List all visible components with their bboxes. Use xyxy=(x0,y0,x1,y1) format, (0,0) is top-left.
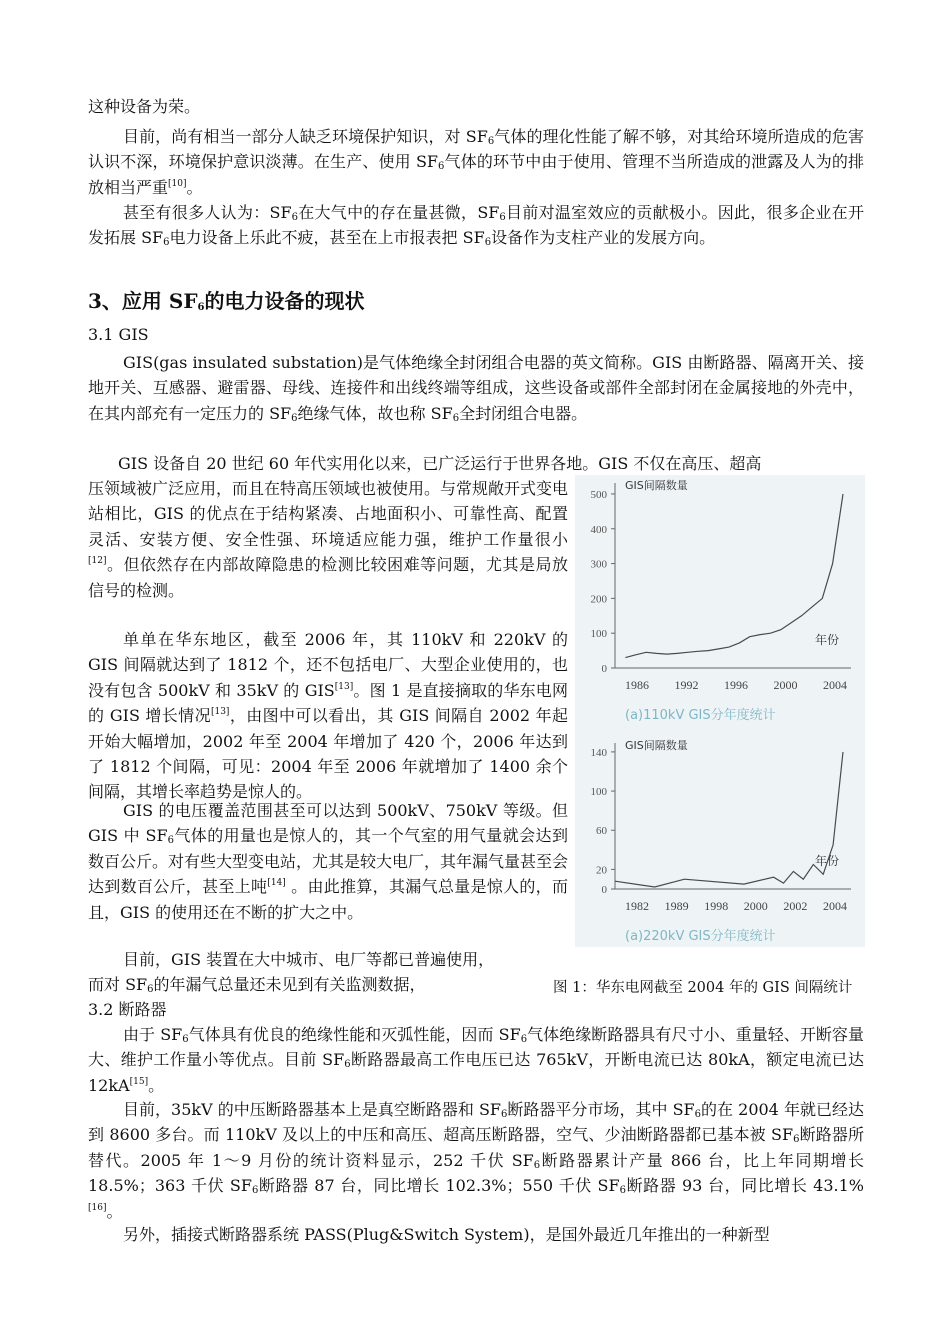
x-tick-label: 2004 xyxy=(823,899,847,913)
series-line xyxy=(615,752,843,887)
y-tick-label: 300 xyxy=(590,558,607,571)
paragraph-intro-end: 这种设备为荣。 xyxy=(88,97,201,116)
y-tick-label: 500 xyxy=(590,488,607,501)
figure-caption: 图 1：华东电网截至 2004 年的 GIS 间隔统计 xyxy=(553,980,853,996)
x-tick-label: 1992 xyxy=(674,678,699,692)
paragraph-awareness: 目前，尚有相当一部分人缺乏环境保护知识，对 $SF_6$气体的理化性能了解不够，对其给环境所造成的危害认识不深，环境保护意识淡薄。在生产、使用 $SF_6$气体的环节中由于使用、管理不当所造成的泄露及人为的排放相当严重[10]。 xyxy=(88,127,864,197)
x-tick-label: 2000 xyxy=(743,899,768,913)
paragraph-gis-definition: GIS(gas insulated substation)是气体绝缘全封闭组合电器的英文简称。GIS 由断路器、隔离开关、接地开关、互感器、避雷器、母线、连接件和出线终端等组成，这些设备或部件全部封闭在金属接地的外壳中，在其内部充有一定压力的 $SF_6$绝缘气体，故也称 $SF_6$全封闭组合电器。 xyxy=(88,353,864,424)
chart-110kv xyxy=(575,475,865,725)
x-axis-title: 年份 xyxy=(814,633,840,647)
x-tick-label: 1998 xyxy=(704,899,729,913)
section-3-2-heading: 3.2 断路器 xyxy=(88,1000,167,1019)
x-tick-label: 1989 xyxy=(664,899,689,913)
chart-subtitle: (a)220kV GIS分年度统计 xyxy=(625,929,776,944)
paragraph-opinion: 甚至有很多人认为：$SF_6$在大气中的存在量甚微，$SF_6$目前对温室效应的贡献极小。因此，很多企业在开发拓展 $SF_6$电力设备上乐此不疲，甚至在上市报表把 $SF_6$设备作为支柱产业的发展方向。 xyxy=(88,203,864,249)
paragraph-monitor-line2: 而对 $SF_6$的年漏气总量还未见到有关监测数据， xyxy=(88,975,426,995)
series-line xyxy=(625,494,843,658)
chart-220kv xyxy=(575,733,865,947)
y-tick-label: 0 xyxy=(601,663,607,675)
y-axis-title: GIS间隔数量 xyxy=(625,479,688,492)
x-tick-label: 2002 xyxy=(783,899,808,913)
y-tick-label: 100 xyxy=(590,786,607,799)
y-axis-title: GIS间隔数量 xyxy=(625,739,688,752)
y-tick-label: 20 xyxy=(596,864,607,877)
paragraph-east-china: 单单在华东地区，截至 2006 年，其 110kV 和 220kV 的 GIS 间隔就达到了 1812 个，还不包括电厂、大型企业使用的，也没有包含 500kV 和 35kV 的 GIS[13]。图 1 是直接摘取的华东电网的 GIS 增长情况[13]，由图中可以看出，其 GIS 间隔自 2002 年起开始大幅增加，2002 年至 2004 年增加了 420 个，2006 年达到了 1812 个间隔，可见：2004 年至 2006 年就增加了 1400 余个间隔，其增长率趋势是惊人的。 xyxy=(88,630,568,802)
section-3-heading: 3、应用 $SF_6$的电力设备的现状 xyxy=(88,289,365,313)
paragraph-gis-use: 压领域被广泛应用，而且在特高压领域也被使用。与常规敞开式变电站相比，GIS 的优点在于结构紧凑、占地面积小、可靠性高、配置灵活、安装方便、安全性强、环境适应能力强，维护工作量很小 [12]。但依然存在内部故障隐患的检测比较困难等问题，尤其是局放信号的检测。 xyxy=(88,479,569,600)
x-tick-label: 1982 xyxy=(625,899,649,913)
y-tick-label: 0 xyxy=(601,884,607,896)
citation-ref: [12] xyxy=(88,556,107,567)
section-3-1-heading: 3.1 GIS xyxy=(88,325,149,344)
y-tick-label: 100 xyxy=(590,628,607,641)
paragraph-monitor-line1: 目前，GIS 装置在大中城市、电厂等都已普遍使用， xyxy=(123,950,495,969)
paragraph-market: 目前，35kV 的中压断路器基本上是真空断路器和 $SF_6$断路器平分市场，其中 $SF_6$的在 2004 年就已经达到 8600 多台。而 110kV 及以上的中压和高压、超高压断路器，空气、少油断路器都已基本被 $SF_6$断路器所替代。2005 年 1～9 月份的统计资料显示，252 千伏 $SF_6$断路器累计产量 866 台，比上年同期增长 18.5%；363 千伏 $SF_6$断路器 87 台，同比增长 102.3%；550 千伏 $SF_6$断路器 93 台，同比增长 43.1%[16]。 xyxy=(88,1100,864,1221)
paragraph-gis-use-line1: GIS 设备自 20 世纪 60 年代实用化以来，已广泛运行于世界各地。GIS 不仅在高压、超高 xyxy=(118,454,762,473)
x-tick-label: 1986 xyxy=(625,678,649,692)
x-tick-label: 2000 xyxy=(773,678,798,692)
citation-ref: [10] xyxy=(168,178,187,189)
paragraph-voltage: GIS 的电压覆盖范围甚至可以达到 500kV、750kV 等级。但 GIS 中 $SF_6$气体的用量也是惊人的，其一个气室的用气量就会达到数百公斤。对有些大型变电站，尤其是较大电厂，其年漏气量甚至会达到数百公斤，甚至上吨[14] 。由此推算，其漏气总量是惊人的，而且，GIS 的使用还在不断的扩大之中。 xyxy=(88,801,569,922)
x-tick-label: 1996 xyxy=(724,678,748,692)
x-tick-label: 2004 xyxy=(823,678,847,692)
paragraph-pass: 另外，插接式断路器系统 PASS(Plug&Switch System)，是国外最近几年推出的一种新型 xyxy=(123,1225,770,1244)
y-tick-label: 140 xyxy=(590,746,607,759)
y-tick-label: 60 xyxy=(596,825,607,838)
figure-gis-statistics xyxy=(575,475,865,947)
y-tick-label: 400 xyxy=(590,523,607,536)
x-axis-title: 年份 xyxy=(814,854,840,868)
paragraph-breaker: 由于 $SF_6$气体具有优良的绝缘性能和灭弧性能，因而 $SF_6$气体绝缘断路器具有尺寸小、重量轻、开断容量大、维护工作量小等优点。目前 $SF_6$断路器最高工作电压已达 765kV，开断电流已达 80kA，额定电流已达 12kA[15]。 xyxy=(88,1025,864,1095)
y-tick-label: 200 xyxy=(590,593,607,606)
chart-subtitle: (a)110kV GIS分年度统计 xyxy=(625,708,776,723)
